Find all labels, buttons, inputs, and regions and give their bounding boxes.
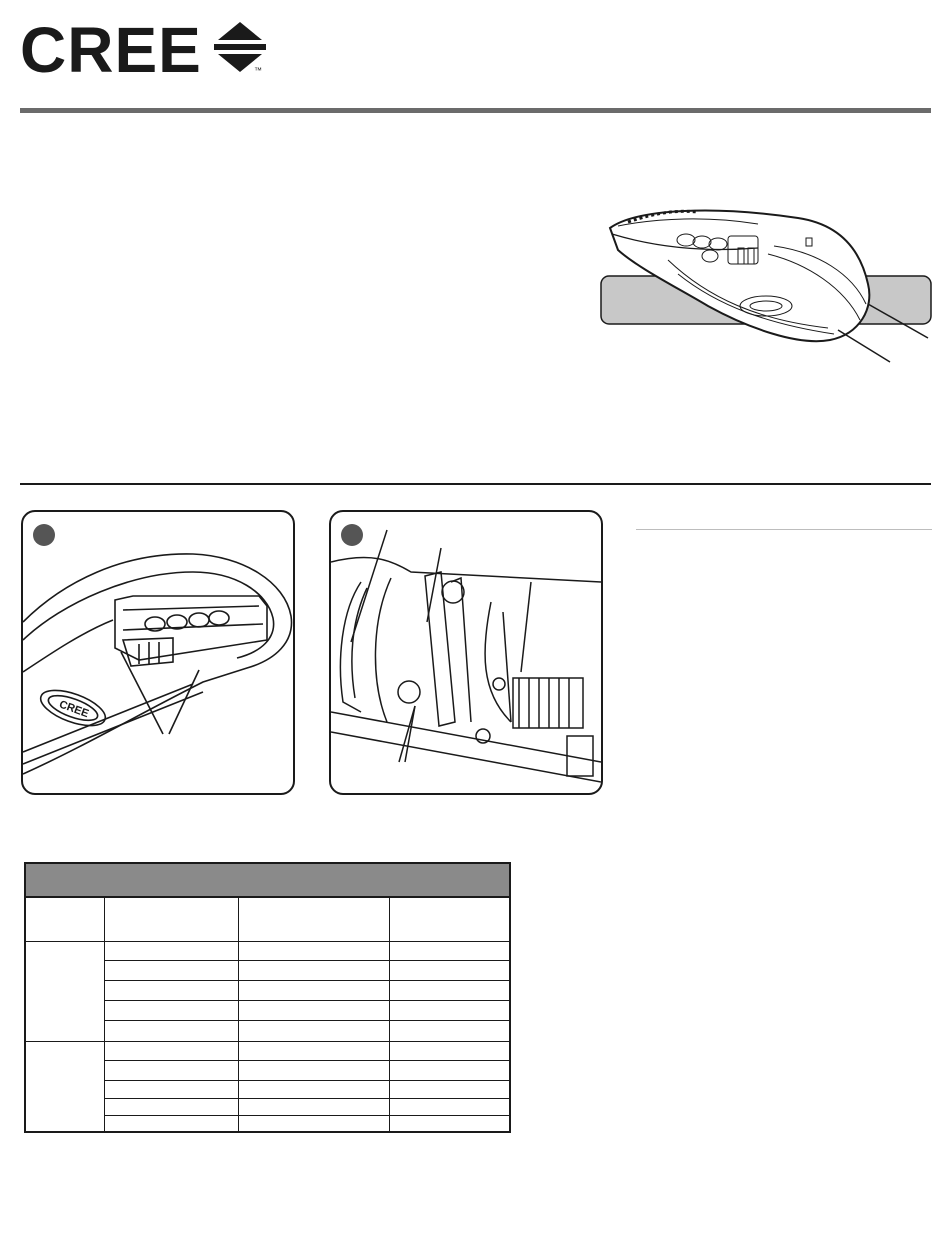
step-1-badge <box>33 524 55 546</box>
table-divider <box>26 1041 509 1042</box>
table-divider <box>104 1098 511 1099</box>
brand-logo-text: CREE <box>20 14 202 86</box>
trademark-symbol: ™ <box>254 66 262 75</box>
spec-table <box>24 862 511 1133</box>
step-2-badge <box>341 524 363 546</box>
table-divider <box>104 980 511 981</box>
step-2-illustration-panel <box>329 510 603 795</box>
spec-table-header <box>26 864 509 898</box>
cree-housing-badge: CREE <box>57 698 91 721</box>
table-divider <box>104 1115 511 1116</box>
wiring-compartment-illustration <box>331 512 601 793</box>
section-rule <box>20 483 931 485</box>
table-divider <box>104 1060 511 1061</box>
table-divider <box>104 1020 511 1021</box>
step-1-illustration-panel <box>21 510 295 795</box>
table-divider <box>104 1000 511 1001</box>
table-divider <box>104 1080 511 1081</box>
table-divider <box>26 941 509 942</box>
table-divider <box>104 960 511 961</box>
fixture-underside-illustration <box>598 188 938 368</box>
fixture-housing-illustration <box>23 512 293 793</box>
header-rule <box>20 108 931 113</box>
sidebar-rule <box>636 529 932 530</box>
